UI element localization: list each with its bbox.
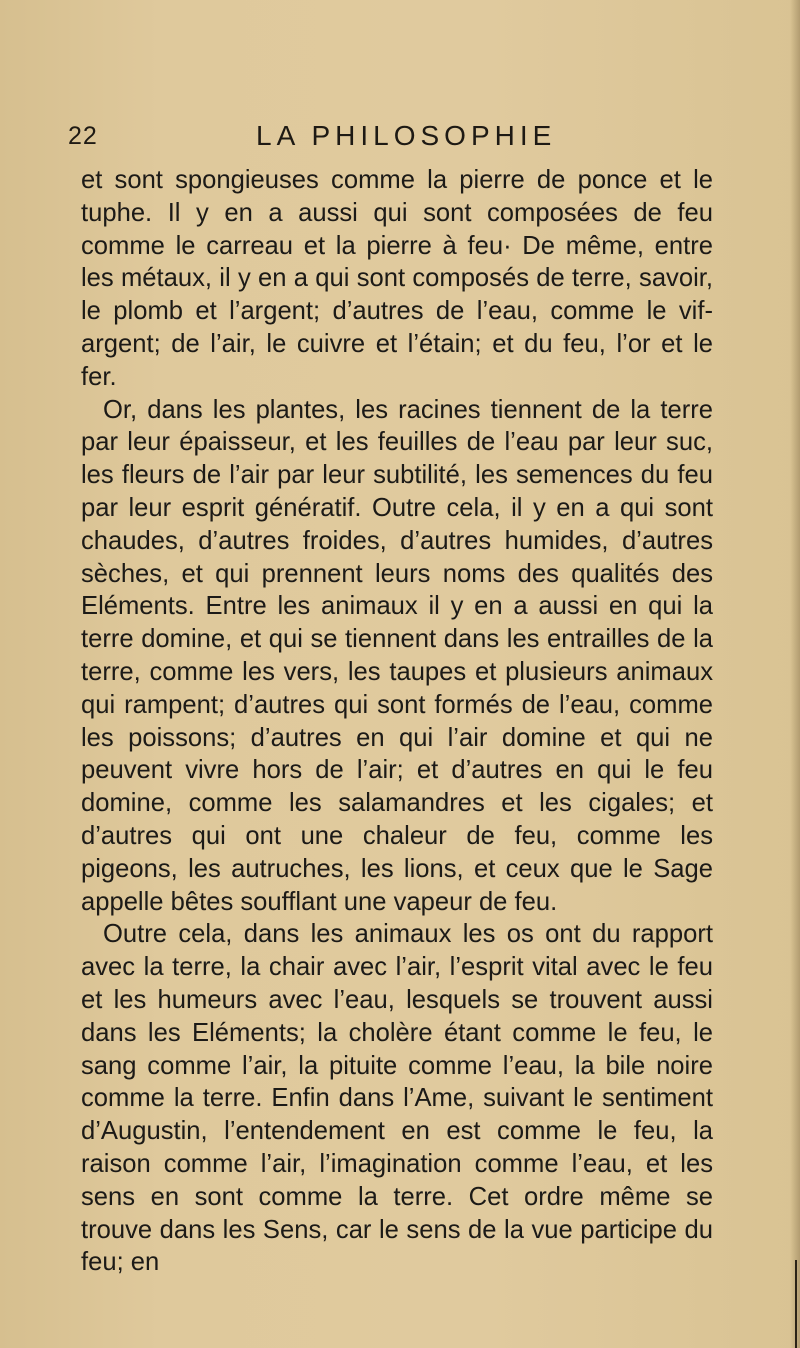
page-number: 22 bbox=[68, 122, 98, 150]
body-text bbox=[81, 164, 713, 1279]
page-edge-line bbox=[795, 1260, 797, 1348]
page-header bbox=[0, 118, 800, 158]
paragraph-2: Or, dans les plantes, les racines tiennent de la terre par leur épaisseur, et les feuilles de l’eau par leur suc, les fleurs de l’air par leur subtilité, les semences du feu par leur esprit génératif. Outre cela, il y en a qui sont chaudes, d’autres froides, d’autres humides, d’autres sèches, et qui prennent leurs noms des qualités des Eléments. Entre les animaux il y en a aussi en qui la terre domine, et qui se tiennent dans les entrailles de la terre, comme les vers, les taupes et plusieurs animaux qui rampent; d’autres qui sont formés de l’eau, comme les poissons; d’autres en qui l’air domine et qui ne peuvent vivre hors de l’air; et d’autres en qui le feu domine, comme les salamandres et les cigales; et d’autres qui ont une chaleur de feu, comme les pigeons, les autruches, les lions, et ceux que le Sage appelle bêtes soufflant une vapeur de feu. bbox=[81, 395, 713, 916]
running-head: LA PHILOSOPHIE bbox=[256, 120, 557, 151]
paragraph-3: Outre cela, dans les animaux les os ont du rapport avec la terre, la chair avec l’air, l’esprit vital avec le feu et les humeurs avec l’eau, lesquels se trouvent aussi dans les Eléments; la cholère étant comme le feu, le sang comme l’air, la pituite comme l’eau, la bile noire comme la terre. Enfin dans l’Ame, suivant le sentiment d’Augustin, l’entendement en est comme le feu, la raison comme l’air, l’imagination comme l’eau, et les sens en sont comme la terre. Cet ordre même se trouve dans les Sens, car le sens de la vue participe du feu; en bbox=[81, 920, 713, 1277]
page-edge-shadow bbox=[790, 0, 800, 1348]
paragraph-1: et sont spongieuses comme la pierre de ponce et le tuphe. Il y en a aussi qui sont composées de feu comme le carreau et la pierre à feu· De même, entre les métaux, il y en a qui sont composés de terre, savoir, le plomb et l’argent; d’autres de l’eau, comme le vif-argent; de l’air, le cuivre et l’étain; et du feu, l’or et le fer. bbox=[81, 166, 713, 391]
